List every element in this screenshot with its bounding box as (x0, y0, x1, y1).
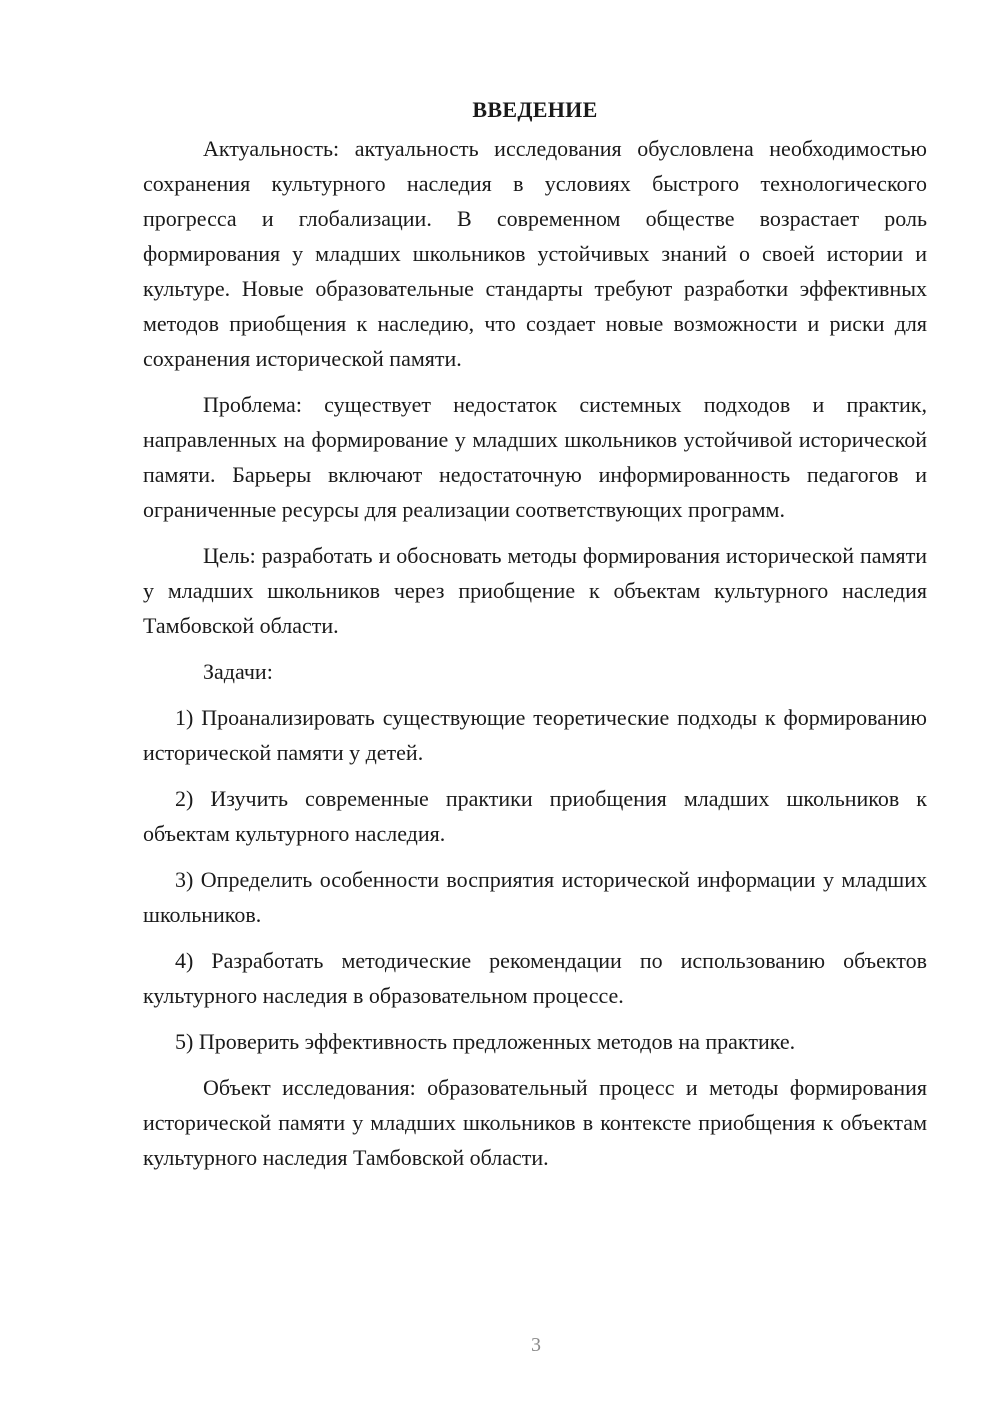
problem-paragraph: Проблема: существует недостаток системных подходов и практик, направленных на формирование у младших школьников устойчивой исторической памяти. Барьеры включают недостаточную информированность педагогов и ограниченные ресурсы для реализации соответствующих программ. (143, 392, 927, 522)
tasks-heading: Задачи: (203, 659, 273, 684)
section-title: ВВЕДЕНИЕ (472, 97, 598, 122)
task-item: 4) Разработать методические рекомендации по использованию объектов культурного наследия в образовательном процессе. (143, 948, 927, 1008)
object-paragraph: Объект исследования: образовательный процесс и методы формирования исторической памяти у младших школьников в контексте приобщения к объектам культурного наследия Тамбовской области. (143, 1075, 927, 1170)
relevance-paragraph: Актуальность: актуальность исследования обусловлена необходимостью сохранения культурного наследия в условиях быстрого технологического прогресса и глобализации. В современном обществе возрастает роль формирования у младших школьников устойчивых знаний о своей истории и культуре. Новые образовательные стандарты требуют разработки эффективных методов приобщения к наследию, что создает новые возможности и риски для сохранения исторической памяти. (143, 136, 927, 371)
task-item: 3) Определить особенности восприятия исторической информации у младших школьников. (143, 867, 927, 927)
task-item: 1) Проанализировать существующие теоретические подходы к формированию исторической памяти у детей. (143, 705, 927, 765)
page-number: 3 (531, 1334, 541, 1356)
document-page (143, 92, 927, 1175)
goal-paragraph: Цель: разработать и обосновать методы формирования исторической памяти у младших школьников через приобщение к объектам культурного наследия Тамбовской области. (143, 543, 927, 638)
task-item: 2) Изучить современные практики приобщения младших школьников к объектам культурного наследия. (143, 786, 927, 846)
task-item: 5) Проверить эффективность предложенных методов на практике. (175, 1029, 796, 1054)
